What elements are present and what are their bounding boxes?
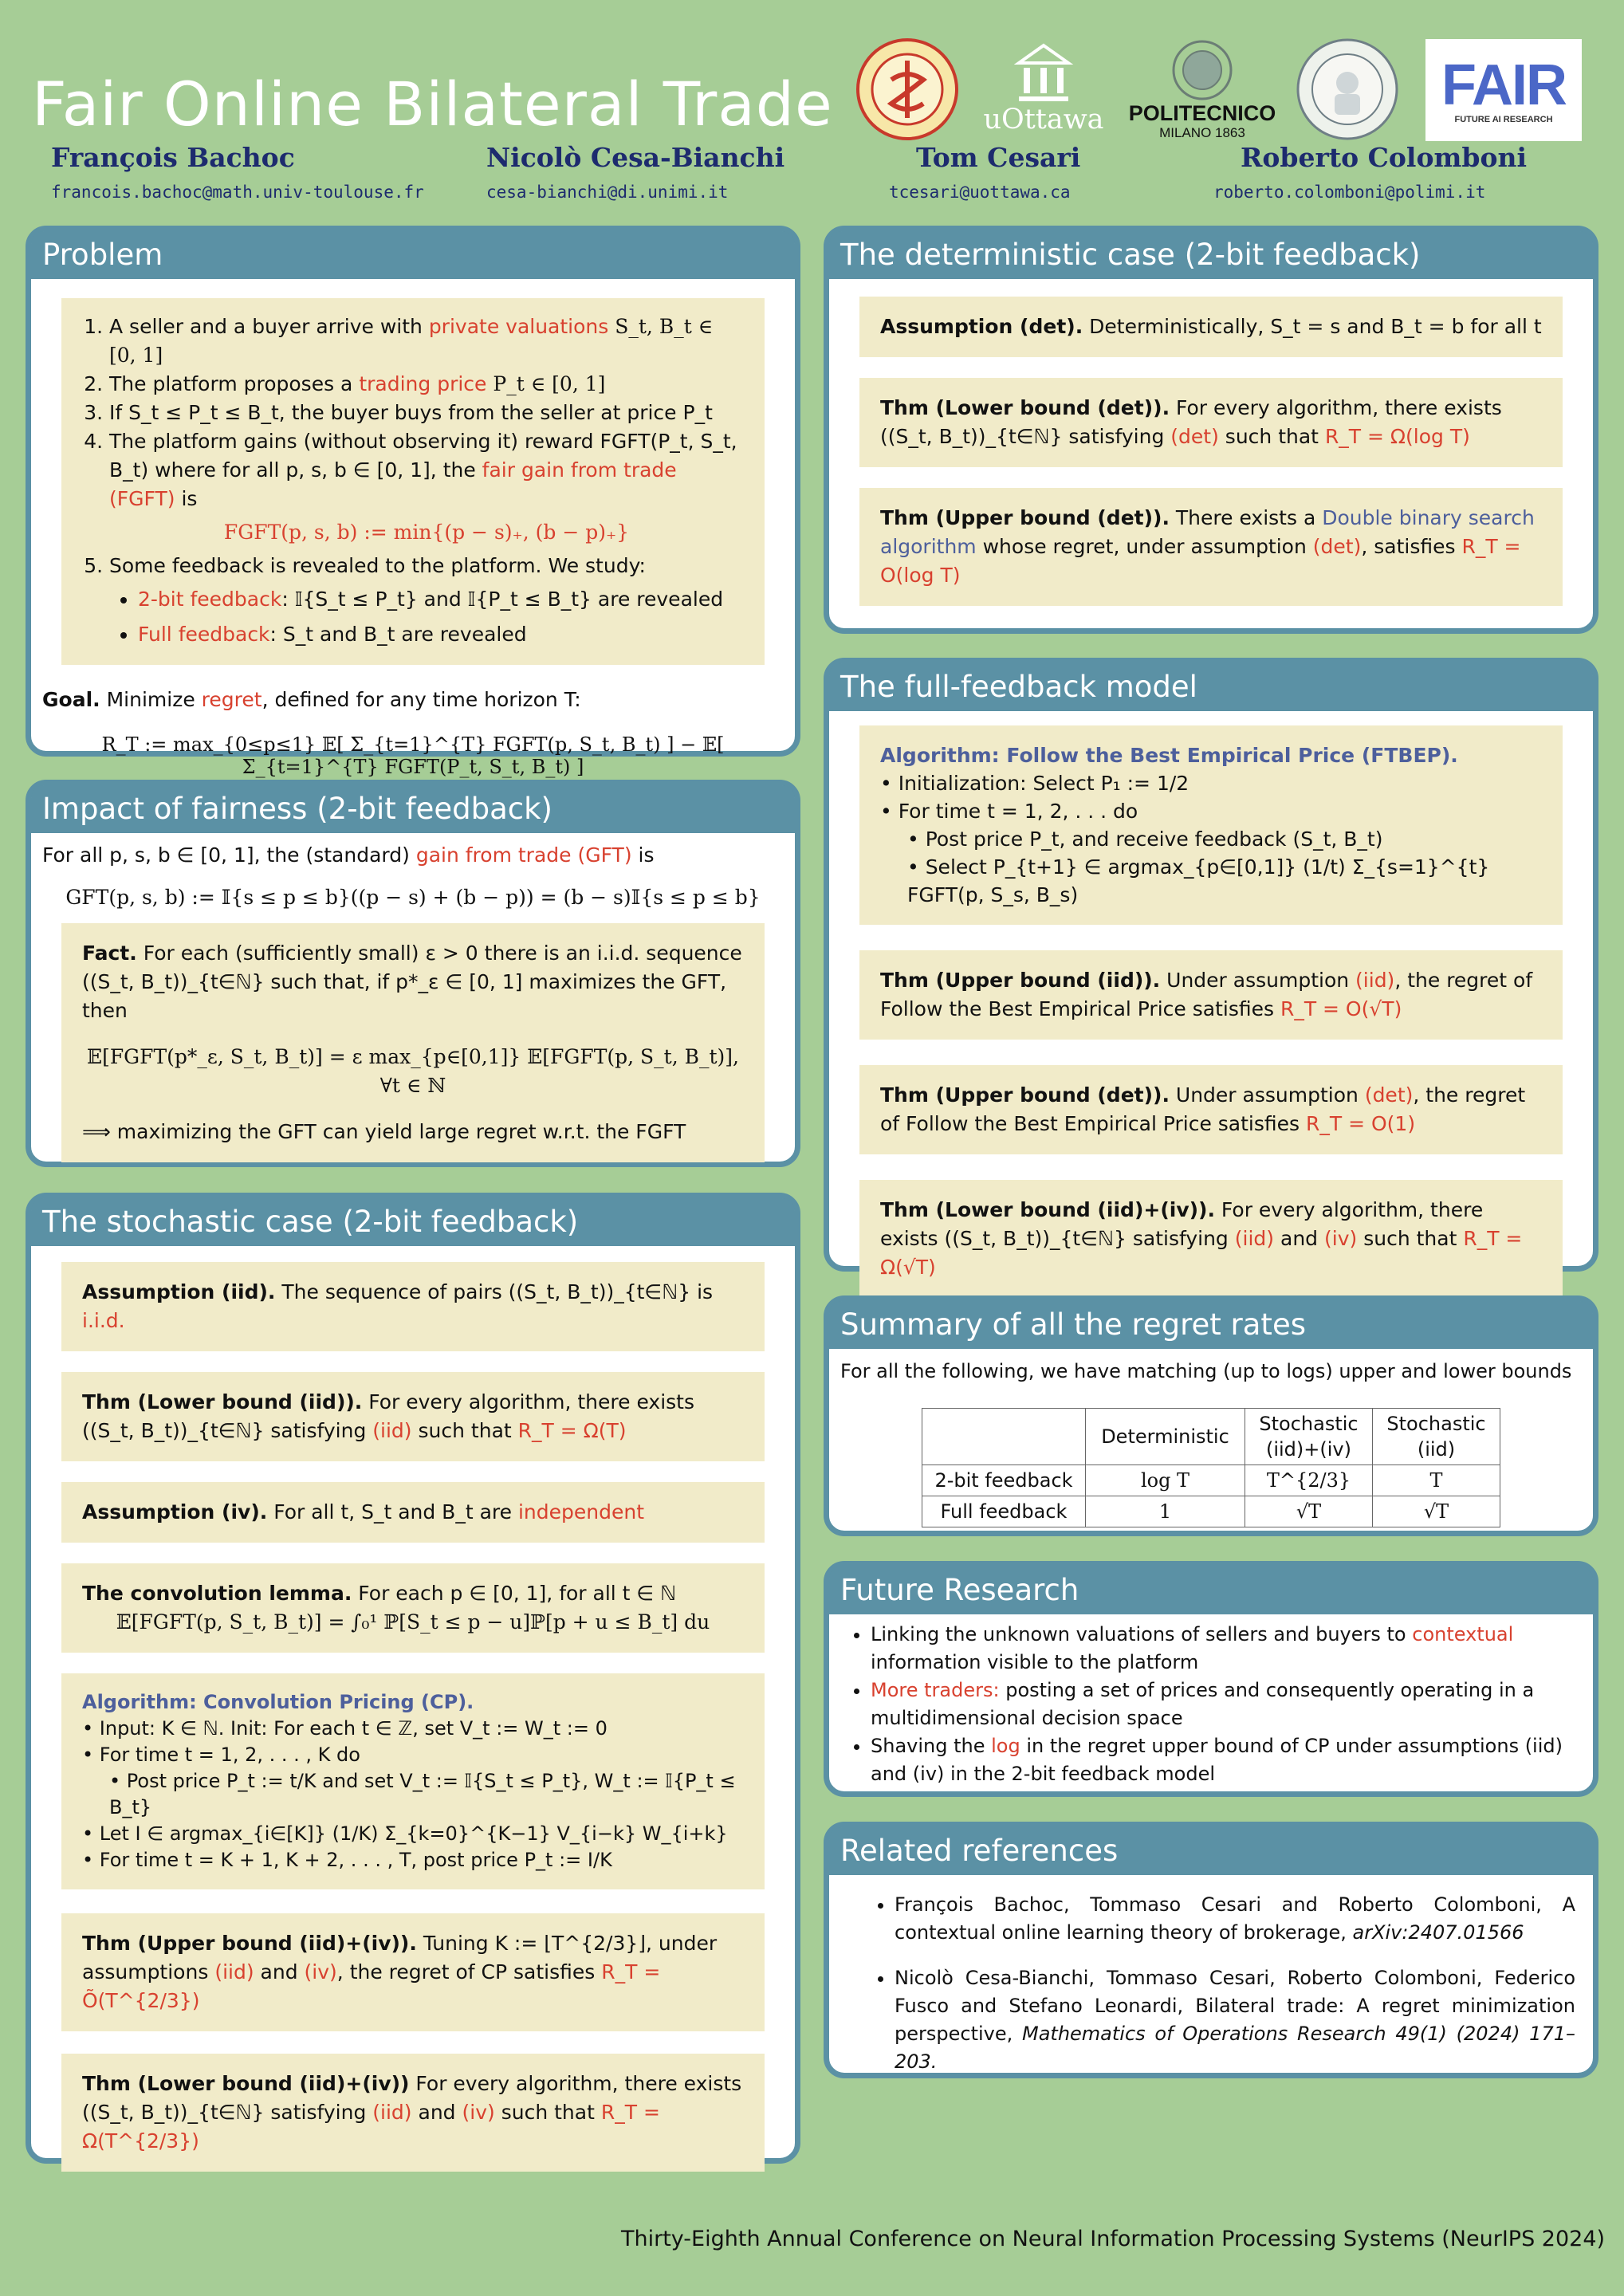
lower-bound-iid-iv-box: Thm (Lower bound (iid)+(iv)) For every algorithm, there exists ((S_t, B_t))_{t∈ℕ} satisfying (iid) and (iv) such that R_T = Ω(T^{2/3}) [61,2054,765,2172]
table-cell: T^{2/3} [1245,1465,1373,1496]
fact-box: Fact. For each (sufficiently small) ε > 0 there is an i.i.d. sequence ((S_t, B_t))_{t∈ℕ} such that, if p*_ε ∈ [0, 1] maximizes the GFT, then 𝔼[FGFT(p*_ε, S_t, B_t)] = ε max_{p∈[0,1]} 𝔼[FGFT(p, S_t, B_t)], ∀t ∈ ℕ ⟹ maximizing the GFT can yield large regret w.r.t. the FGFT [61,923,765,1162]
problem-item: 3. If S_t ≤ P_t ≤ B_t, the buyer buys from the seller at price P_t [109,399,744,427]
fairness-panel [26,780,800,1167]
panel-title: Related references [829,1827,1593,1875]
gft-formula: GFT(p, s, b) := 𝕀{s ≤ p ≤ b}((p − s) + (b − p)) = (b − s)𝕀{s ≤ p ≤ b} [65,886,761,909]
ftbep-title: Algorithm: Follow the Best Empirical Price (FTBEP). [880,744,1458,767]
panel-title: Impact of fairness (2-bit feedback) [31,785,795,833]
panel-title: The deterministic case (2-bit feedback) [829,231,1593,279]
panel-title: The stochastic case (2-bit feedback) [31,1198,795,1246]
cp-line: • Input: K ∈ ℕ. Init: For each t ∈ ℤ, set V_t := W_t := 0 [82,1717,608,1740]
table-cell: 1 [1086,1496,1245,1527]
author-email[interactable]: cesa-bianchi@di.unimi.it [486,183,729,202]
fairness-intro: For all p, s, b ∈ [0, 1], the (standard) gain from trade (GFT) is [42,843,655,867]
references-list [829,1891,1593,2076]
fact-formula: 𝔼[FGFT(p*_ε, S_t, B_t)] = ε max_{p∈[0,1]} 𝔼[FGFT(p, S_t, B_t)], ∀t ∈ ℕ [87,1045,739,1097]
ftbep-line: • Initialization: Select P₁ := 1/2 [880,772,1189,795]
fgft-formula: FGFT(p, s, b) := min{(p − s)₊, (b − p)₊} [223,521,630,544]
fair-sub: FUTURE AI RESEARCH [1454,115,1553,124]
table-cell: 2-bit feedback [922,1465,1086,1496]
author-name: Roberto Colomboni [1241,142,1527,173]
uottawa-logo [984,37,1103,140]
panel-title: Future Research [829,1567,1593,1614]
upper-bound-det-full-box: Thm (Upper bound (det)). Under assumption (det), the regret of Follow the Best Empirical Price satisfies R_T = O(1) [859,1065,1563,1154]
panel-title: Summary of all the regret rates [829,1301,1593,1349]
table-cell: Full feedback [922,1496,1086,1527]
cp-title: Algorithm: Convolution Pricing (CP). [82,1691,474,1713]
cp-line: • Post price P_t := t/K and set V_t := 𝕀{S_t ≤ P_t}, W_t := 𝕀{P_t ≤ B_t} [109,1770,736,1818]
assumption-iid-box: Assumption (iid). The sequence of pairs ((S_t, B_t))_{t∈ℕ} is i.i.d. [61,1262,765,1351]
cp-line: • Let I ∈ argmax_{i∈[K]} (1/K) Σ_{k=0}^{K−1} V_{i−k} W_{i+k} [82,1822,728,1845]
table-cell: √T [1245,1496,1373,1527]
table-header: Deterministic [1086,1409,1245,1465]
future-panel [824,1561,1598,1797]
poster-title: Fair Online Bilateral Trade [32,69,833,140]
fair-wordmark: FAIR [1441,53,1566,117]
convolution-lemma-box: The convolution lemma. For each p ∈ [0, 1], for all t ∈ ℕ 𝔼[FGFT(p, S_t, B_t)] = ∫₀¹ ℙ[S_t ≤ p − u]ℙ[p + u ≤ B_t] du [61,1563,765,1653]
author-email[interactable]: roberto.colomboni@polimi.it [1213,183,1486,202]
author-name: Nicolò Cesa-Bianchi [486,142,785,173]
lower-bound-iid-box: Thm (Lower bound (iid)). For every algorithm, there exists ((S_t, B_t))_{t∈ℕ} satisfying (iid) such that R_T = Ω(T) [61,1372,765,1461]
future-list [829,1621,1593,1788]
author-name: Tom Cesari [916,142,1081,173]
problem-item: 5. Some feedback is revealed to the platform. We study: • 2-bit feedback: 𝕀{S_t ≤ P_t} and 𝕀{P_t ≤ B_t} are revealed • Full feedback: S_t and B_t are revealed [109,552,744,649]
table-header-row [922,1409,1500,1465]
cp-line: • For time t = K + 1, K + 2, . . . , T, post price P_t := I/K [82,1849,612,1871]
author-email[interactable]: francois.bachoc@math.univ-toulouse.fr [51,183,424,202]
upper-bound-det-box: Thm (Upper bound (det)). There exists a Double binary search algorithm whose regret, under assumption (det), satisfies R_T = O(log T) [859,488,1563,606]
table-row [922,1465,1500,1496]
references-panel [824,1822,1598,2078]
fair-logo [1425,39,1582,141]
panel-title: Problem [31,231,795,279]
conference-footer: Thirty-Eighth Annual Conference on Neural Information Processing Systems (NeurIPS 2024) [621,2227,1606,2251]
problem-item: 1. A seller and a buyer arrive with private valuations S_t, B_t ∈ [0, 1] [109,313,744,370]
upper-bound-iid-box: Thm (Upper bound (iid)). Under assumption (iid), the regret of Follow the Best Empirical Price satisfies R_T = O(√T) [859,950,1563,1040]
polimi-wordmark: POLITECNICO [1128,101,1276,125]
cp-line: • For time t = 1, 2, . . . , K do [82,1744,360,1766]
summary-intro: For all the following, we have matching (up to logs) upper and lower bounds [840,1360,1572,1382]
author-name: François Bachoc [51,142,295,173]
upper-bound-cp-box: Thm (Upper bound (iid)+(iv)). Tuning K := ⌊T^{2/3}⌋, under assumptions (iid) and (iv), the regret of CP satisfies R_T = Õ(T^{2/3}) [61,1913,765,2031]
ftbep-algorithm-box [859,725,1563,925]
polimi-logo [1127,37,1278,144]
full-feedback-panel [824,658,1598,1279]
problem-item: 4. The platform gains (without observing it) reward FGFT(P_t, S_t, B_t) where for all p, s, b ∈ [0, 1], the fair gain from trade (FGFT) is FGFT(p, s, b) := min{(p − s)₊, (b − p)₊} [109,427,744,547]
list-item: • Linking the unknown valuations of sellers and buyers to contextual information visible to the platform [871,1621,1582,1677]
summary-panel [824,1295,1598,1536]
table-row [922,1496,1500,1527]
problem-box [61,298,765,665]
reference-item: • François Bachoc, Tommaso Cesari and Roberto Colomboni, A contextual online learning theory of brokerage, arXiv:2407.01566 [895,1891,1575,1947]
table-header: Stochastic (iid)+(iv) [1245,1409,1373,1465]
list-item: • Shaving the log in the regret upper bound of CP under assumptions (iid) and (iv) in the 2-bit feedback model [871,1732,1582,1788]
ftbep-line: • Post price P_t, and receive feedback (S_t, B_t) [907,828,1383,851]
problem-item: 2. The platform proposes a trading price P_t ∈ [0, 1] [109,370,744,399]
table-header: Stochastic (iid) [1373,1409,1500,1465]
table-header [922,1409,1086,1465]
fact-implication: ⟹ maximizing the GFT can yield large regret w.r.t. the FGFT [82,1120,686,1143]
reference-item: • Nicolò Cesa-Bianchi, Tommaso Cesari, Roberto Colomboni, Federico Fusco and Stefano Leonardi, Bilateral trade: A regret minimization perspective, Mathematics of Operations Research 49(1) (2024) 171–203. [895,1964,1575,2076]
unimi-seal-logo [1295,37,1400,142]
stochastic-panel [26,1193,800,2164]
ftbep-line: • For time t = 1, 2, . . . do [880,800,1138,823]
goal-text: Goal. Minimize regret, defined for any time horizon T: [42,688,581,711]
toulouse-seal-logo [855,37,960,142]
table-cell: T [1373,1465,1500,1496]
problem-panel [26,226,800,778]
table-cell: log T [1086,1465,1245,1496]
uottawa-wordmark: uOttawa [983,104,1104,136]
lower-bound-full-box: Thm (Lower bound (iid)+(iv)). For every algorithm, there exists ((S_t, B_t))_{t∈ℕ} satisfying (iid) and (iv) such that R_T = Ω(√T) [859,1180,1563,1298]
list-item: • More traders: posting a set of prices and consequently operating in a multidimensional decision space [871,1677,1582,1732]
assumption-det-box: Assumption (det). Deterministically, S_t = s and B_t = b for all t [859,297,1563,357]
assumption-iv-box: Assumption (iv). For all t, S_t and B_t are independent [61,1482,765,1543]
panel-title: The full-feedback model [829,663,1593,711]
author-email[interactable]: tcesari@uottawa.ca [889,183,1071,202]
ftbep-line: • Select P_{t+1} ∈ argmax_{p∈[0,1]} (1/t) Σ_{s=1}^{t} FGFT(p, S_s, B_s) [907,855,1490,906]
table-cell: √T [1373,1496,1500,1527]
polimi-sub: MILANO 1863 [1159,125,1245,140]
regret-formula: R_T := max_{0≤p≤1} 𝔼[ Σ_{t=1}^{T} FGFT(p, S_t, B_t) ] − 𝔼[ Σ_{t=1}^{T} FGFT(P_t, S_t, B_t) ] [101,733,725,778]
convolution-formula: 𝔼[FGFT(p, S_t, B_t)] = ∫₀¹ ℙ[S_t ≤ p − u]ℙ[p + u ≤ B_t] du [116,1610,710,1634]
regret-table [922,1408,1500,1527]
lower-bound-det-box: Thm (Lower bound (det)). For every algorithm, there exists ((S_t, B_t))_{t∈ℕ} satisfying (det) such that R_T = Ω(log T) [859,378,1563,467]
cp-algorithm-box [61,1673,765,1889]
deterministic-panel [824,226,1598,634]
